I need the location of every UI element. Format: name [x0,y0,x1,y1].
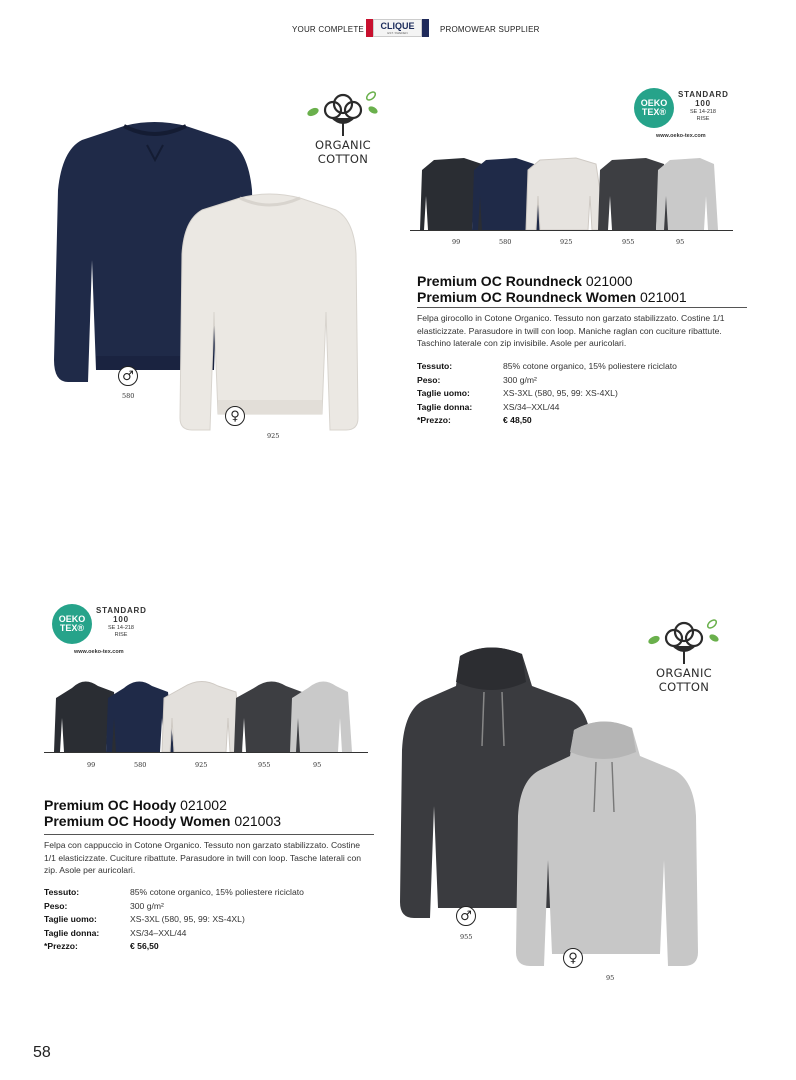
clique-logo: CLIQUE EST. SWEDEN [366,19,429,37]
color-code: 955 [258,761,271,769]
female-symbol-icon: ♀ [225,406,245,426]
organic-label-line2: COTTON [658,680,710,694]
organic-label-line1: ORGANIC [656,666,712,680]
female-symbol-icon: ♀ [563,948,583,968]
title-underline [44,834,374,835]
oeko-tex-badge: OEKO TEX® STANDARD 100 SE 14-218 RISE www.oeko-tex.com [52,604,144,664]
organic-cotton-badge [644,614,724,694]
women-color-code: 95 [606,974,615,982]
men-color-code: 955 [460,933,473,941]
male-symbol-icon: ♂ [118,366,138,386]
swatch-baseline [410,230,733,231]
oeko-tex-badge: OEKO TEX® STANDARD 100 SE 14-218 RISE www.oeko-tex.com [634,88,726,148]
color-code: 580 [499,238,512,246]
oeko-tex-logo-icon: OEKO TEX® [634,88,674,128]
men-color-code: 580 [122,392,135,400]
product2-price: € 56,50 [130,941,159,952]
product2-description: Felpa con cappuccio in Cotone Organico. Tessuto non garzato stabilizzato. Costine 1/1 elasticizzate. Cuciture ribattute. Parasudore in twill con loop. Tasche laterali con zip. Asole per auricolari. [44,840,362,876]
women-color-code: 925 [267,432,280,440]
roundneck-women-white-image [178,192,360,432]
cotton-flower-icon [646,614,722,666]
color-code: 925 [560,238,573,246]
title-underline [417,307,747,308]
color-code: 99 [87,761,96,769]
roundneck-color-swatches [420,156,720,232]
color-code: 955 [622,238,635,246]
product1-price: € 48,50 [503,415,532,426]
color-code: 580 [134,761,147,769]
oeko-tex-logo-icon: OEKO TEX® [52,604,92,644]
header-tagline-right: PROMOWEAR SUPPLIER [440,25,540,34]
color-code: 925 [195,761,208,769]
product2-title: Premium OC Hoody 021002 Premium OC Hoody Women 021003 [44,797,282,829]
product1-description: Felpa girocollo in Cotone Organico. Tessuto non garzato stabilizzato. Costine 1/1 elasticizzate. Parasudore in twill con loop. Maniche raglan con cuciture ribattute. Taschino laterale con zip invisibile. Asole per auricolari. [417,313,725,349]
hoody-color-swatches [54,678,354,754]
color-code: 95 [313,761,322,769]
color-code: 99 [452,238,461,246]
page-number: 58 [33,1044,51,1061]
organic-label-line1: ORGANIC [315,138,371,152]
organic-cotton-badge [303,86,383,166]
cotton-flower-icon [305,86,381,138]
color-code: 95 [676,238,685,246]
hoody-women-grey-image [514,720,700,972]
header-tagline-left: YOUR COMPLETE [292,25,364,34]
product1-title: Premium OC Roundneck 021000 Premium OC Roundneck Women 021001 [417,273,687,305]
organic-label-line2: COTTON [317,152,369,166]
swatch-baseline [44,752,368,753]
male-symbol-icon: ♂ [456,906,476,926]
product2-specs: Tessuto: 85% cotone organico, 15% poliestere riciclato Peso: 300 g/m² Taglie uomo: XS-3XL (580, 95, 99: XS-4XL) Taglie donna: XS/34–XXL/44 *Prezzo: € 56,50 [44,887,304,952]
product1-specs: Tessuto: 85% cotone organico, 15% poliestere riciclato Peso: 300 g/m² Taglie uomo: XS-3XL (580, 95, 99: XS-4XL) Taglie donna: XS/34–XXL/44 *Prezzo: € 48,50 [417,361,677,426]
